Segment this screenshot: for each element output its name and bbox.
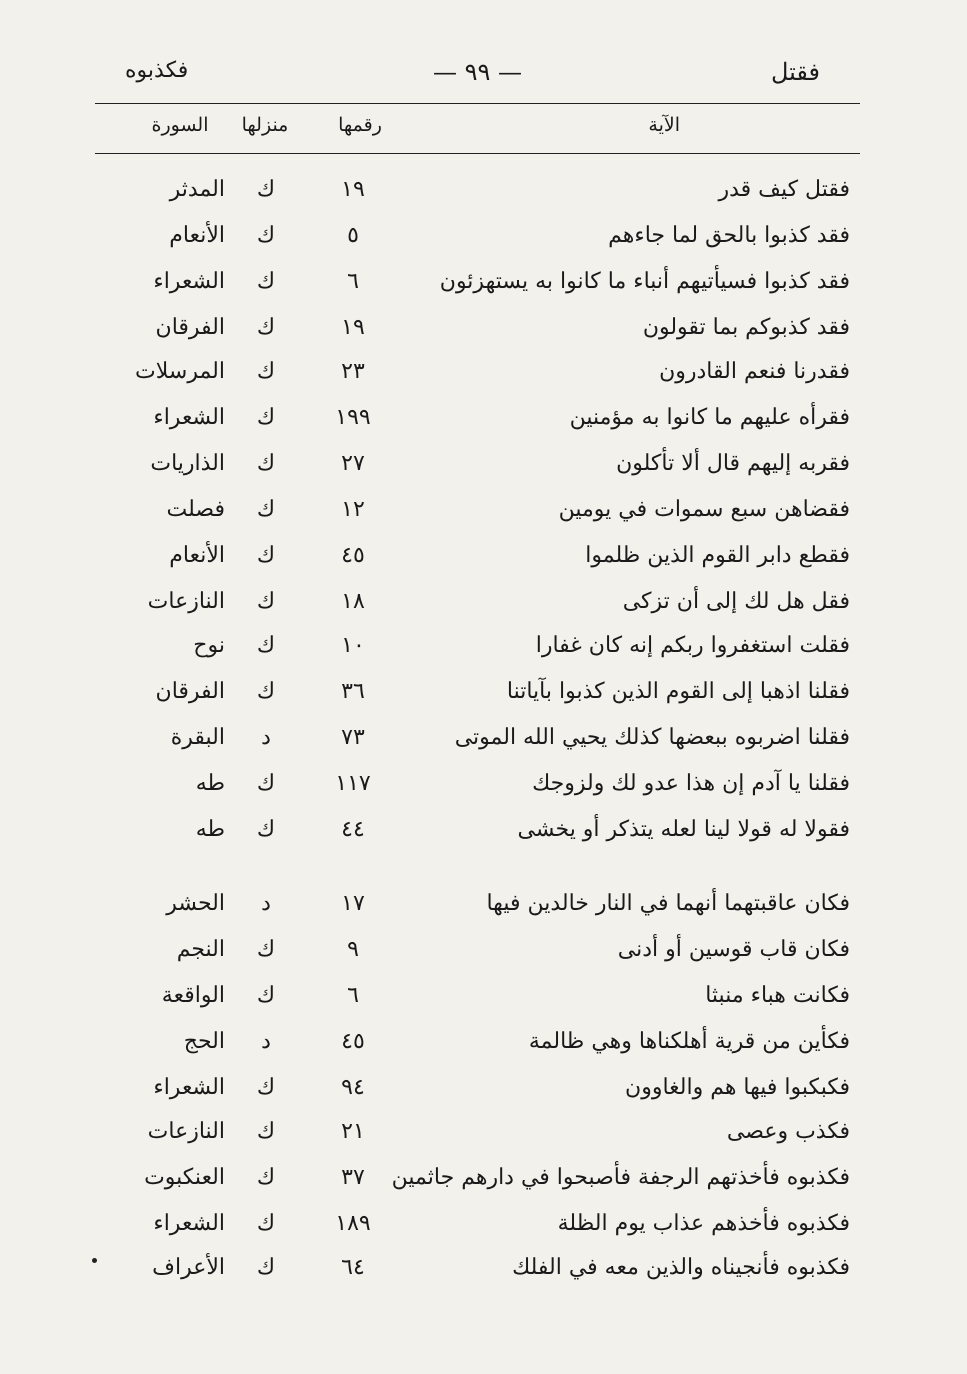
surah-name: الأنعام — [169, 543, 225, 568]
table-row — [95, 810, 860, 850]
verse-number: ١٨ — [341, 589, 365, 614]
verse-number: ٦ — [347, 983, 359, 1008]
revelation-place: د — [261, 891, 271, 916]
table-row — [95, 1204, 860, 1244]
surah-name: نوح — [193, 633, 225, 658]
revelation-place: د — [261, 725, 271, 750]
table-row — [95, 672, 860, 712]
revelation-place: ك — [256, 1255, 276, 1280]
table-row — [95, 308, 860, 348]
verse-text: فكبكبوا فيها هم والغاوون — [625, 1075, 850, 1100]
verse-number: ٤٤ — [341, 817, 365, 842]
verse-number: ٤٥ — [341, 543, 365, 568]
column-header-rule — [95, 153, 860, 154]
table-row — [95, 718, 860, 758]
column-header-verse: الآية — [648, 114, 680, 136]
surah-name: الواقعة — [161, 983, 225, 1008]
revelation-place: ك — [256, 359, 276, 384]
surah-name: المدثر — [169, 177, 225, 202]
page-number: — ٩٩ — — [432, 58, 523, 86]
verse-text: فكان قاب قوسين أو أدنى — [617, 937, 850, 962]
surah-name: الذاريات — [150, 451, 225, 476]
verse-text: فقتل كيف قدر — [718, 177, 850, 202]
table-row — [95, 884, 860, 924]
verse-text: فقلنا اضربوه ببعضها كذلك يحيي الله الموتى — [454, 725, 850, 750]
surah-name: البقرة — [170, 725, 225, 750]
surah-name: الفرقان — [155, 315, 225, 340]
verse-number: ١٩ — [341, 315, 365, 340]
header-first-entry: فقتل — [770, 58, 820, 86]
verse-text: فكذب وعصى — [726, 1119, 850, 1144]
revelation-place: ك — [256, 223, 276, 248]
surah-name: الشعراء — [153, 405, 225, 430]
revelation-place: د — [261, 1029, 271, 1054]
table-row — [95, 490, 860, 530]
surah-name: المرسلات — [135, 359, 225, 384]
table-row — [95, 170, 860, 210]
surah-name: الحشر — [166, 891, 225, 916]
verse-text: فقطع دابر القوم الذين ظلموا — [585, 543, 850, 568]
table-row — [95, 1248, 860, 1288]
revelation-place: ك — [256, 315, 276, 340]
surah-name: النازعات — [147, 589, 225, 614]
column-header-number: رقمها — [338, 114, 382, 136]
revelation-place: ك — [256, 937, 276, 962]
surah-name: فصلت — [166, 497, 225, 522]
revelation-place: ك — [256, 1211, 276, 1236]
verse-text: فقدرنا فنعم القادرون — [659, 359, 850, 384]
revelation-place: ك — [256, 269, 276, 294]
verse-number: ١٨٩ — [335, 1211, 371, 1236]
surah-name: الشعراء — [153, 269, 225, 294]
verse-number: ٢٣ — [341, 359, 365, 384]
surah-name: الأنعام — [169, 223, 225, 248]
surah-name: طه — [195, 771, 225, 796]
revelation-place: ك — [256, 543, 276, 568]
verse-text: فقولا له قولا لينا لعله يتذكر أو يخشى — [517, 817, 850, 842]
verse-text: فكذبوه فأخذتهم الرجفة فأصبحوا في دارهم جاثمين — [391, 1165, 850, 1190]
verse-text: فقربه إليهم قال ألا تأكلون — [616, 451, 850, 476]
verse-number: ٧٣ — [341, 725, 365, 750]
revelation-place: ك — [256, 1165, 276, 1190]
surah-name: الشعراء — [153, 1211, 225, 1236]
revelation-place: ك — [256, 679, 276, 704]
verse-text: فقل هل لك إلى أن تزكى — [622, 589, 850, 614]
verse-number: ١٩ — [341, 177, 365, 202]
surah-name: الأعراف — [152, 1255, 225, 1280]
verse-number: ٣٧ — [341, 1165, 365, 1190]
verse-number: ٩٤ — [341, 1075, 365, 1100]
surah-name: طه — [195, 817, 225, 842]
revelation-place: ك — [256, 177, 276, 202]
revelation-place: ك — [256, 633, 276, 658]
verse-number: ٦ — [347, 269, 359, 294]
verse-number: ٢٧ — [341, 451, 365, 476]
verse-text: فقلنا يا آدم إن هذا عدو لك ولزوجك — [532, 771, 850, 796]
surah-name: النجم — [176, 937, 225, 962]
verse-text: فقضاهن سبع سموات في يومين — [558, 497, 850, 522]
column-headers — [95, 114, 860, 144]
column-header-place: منزلها — [241, 114, 289, 136]
table-row — [95, 444, 860, 484]
verse-text: فكانت هباء منبثا — [705, 983, 850, 1008]
verse-number: ١٩٩ — [335, 405, 371, 430]
verse-number: ١٠ — [341, 633, 365, 658]
table-row — [95, 1068, 860, 1108]
table-row — [95, 216, 860, 256]
revelation-place: ك — [256, 589, 276, 614]
verse-text: فقد كذبوكم بما تقولون — [642, 315, 850, 340]
table-row — [95, 1158, 860, 1198]
margin-dot — [92, 1258, 97, 1263]
verse-number: ١٧ — [341, 891, 365, 916]
table-row — [95, 352, 860, 392]
running-header — [95, 58, 860, 94]
table-row — [95, 398, 860, 438]
revelation-place: ك — [256, 405, 276, 430]
verse-text: فكأين من قرية أهلكناها وهي ظالمة — [528, 1029, 850, 1054]
table-row — [95, 262, 860, 302]
table-row — [95, 1022, 860, 1062]
verse-text: فكان عاقبتهما أنهما في النار خالدين فيها — [486, 891, 850, 916]
table-row — [95, 1112, 860, 1152]
surah-name: الحج — [183, 1029, 225, 1054]
surah-name: النازعات — [147, 1119, 225, 1144]
verse-text: فقلت استغفروا ربكم إنه كان غفارا — [535, 633, 850, 658]
surah-name: العنكبوت — [144, 1165, 225, 1190]
revelation-place: ك — [256, 451, 276, 476]
verse-text: فكذبوه فأنجيناه والذين معه في الفلك — [512, 1255, 850, 1280]
header-rule — [95, 103, 860, 104]
verse-number: ٥ — [347, 223, 359, 248]
header-last-entry: فكذبوه — [125, 58, 189, 83]
verse-text: فقد كذبوا فسيأتيهم أنباء ما كانوا به يستهزئون — [439, 269, 850, 294]
revelation-place: ك — [256, 497, 276, 522]
verse-number: ٦٤ — [341, 1255, 365, 1280]
verse-text: فكذبوه فأخذهم عذاب يوم الظلة — [557, 1211, 850, 1236]
table-row — [95, 976, 860, 1016]
verse-number: ١١٧ — [335, 771, 371, 796]
table-row — [95, 930, 860, 970]
table-row — [95, 536, 860, 576]
revelation-place: ك — [256, 1119, 276, 1144]
verse-number: ٩ — [347, 937, 359, 962]
verse-number: ٣٦ — [341, 679, 365, 704]
surah-name: الشعراء — [153, 1075, 225, 1100]
verse-text: فقد كذبوا بالحق لما جاءهم — [608, 223, 850, 248]
revelation-place: ك — [256, 983, 276, 1008]
verse-text: فقرأه عليهم ما كانوا به مؤمنين — [569, 405, 850, 430]
verse-number: ٤٥ — [341, 1029, 365, 1054]
table-row — [95, 626, 860, 666]
table-row — [95, 764, 860, 804]
verse-text: فقلنا اذهبا إلى القوم الذين كذبوا بآياتنا — [506, 679, 850, 704]
revelation-place: ك — [256, 817, 276, 842]
revelation-place: ك — [256, 771, 276, 796]
column-header-surah: السورة — [151, 114, 209, 136]
table-row — [95, 582, 860, 622]
verse-number: ١٢ — [341, 497, 365, 522]
surah-name: الفرقان — [155, 679, 225, 704]
revelation-place: ك — [256, 1075, 276, 1100]
verse-number: ٢١ — [341, 1119, 365, 1144]
